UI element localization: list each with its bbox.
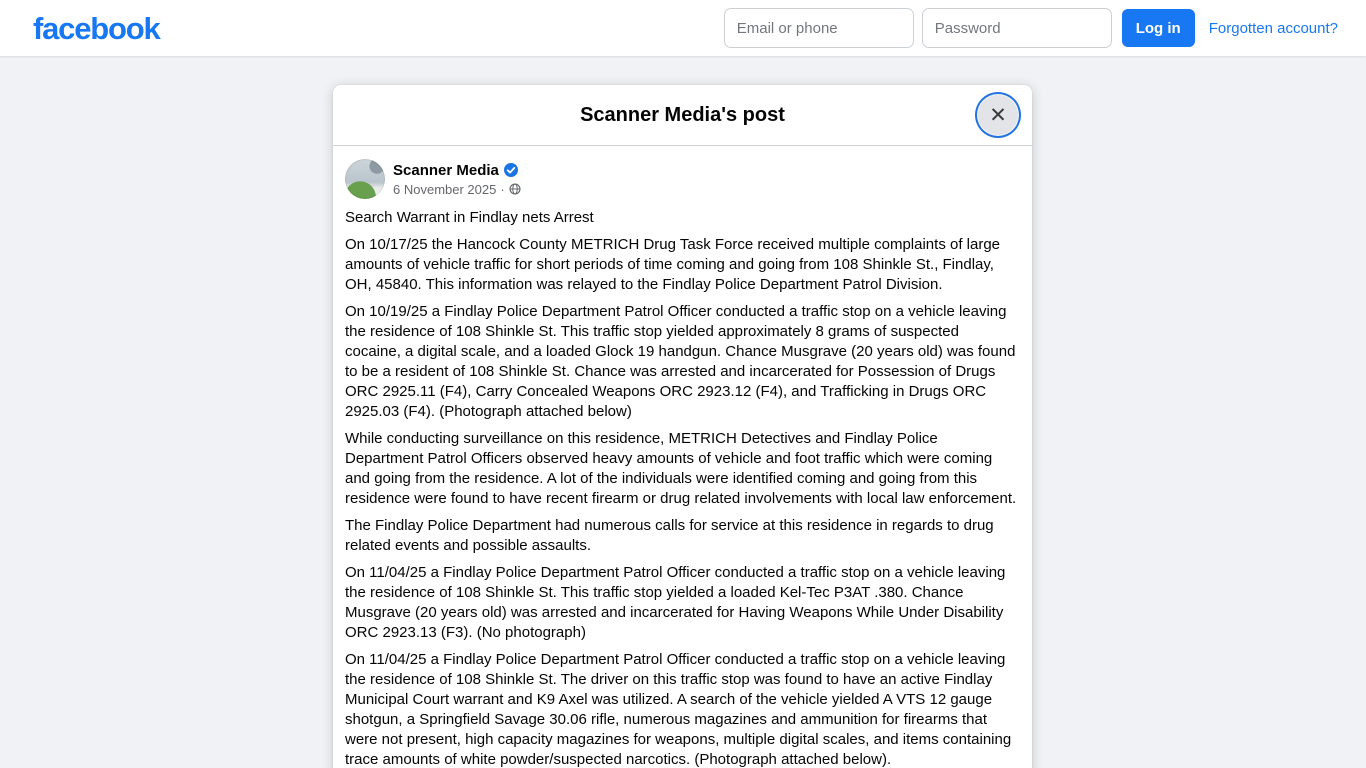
email-field[interactable] (724, 8, 914, 48)
password-field[interactable] (922, 8, 1112, 48)
post-author-header (345, 159, 1018, 199)
author-name[interactable]: Scanner Media (393, 161, 499, 179)
post-timestamp[interactable] (393, 182, 521, 197)
login-form (724, 8, 1338, 48)
post-paragraph: Search Warrant in Findlay nets Arrest (345, 209, 594, 226)
facebook-logo[interactable]: facebook (33, 10, 160, 46)
verified-badge-icon (504, 163, 518, 177)
post-paragraph: On 10/17/25 the Hancock County METRICH Drug Task Force received multiple complaints of large amounts of vehicle traffic for short periods of time coming and going from 108 Shinkle St., Findlay, OH, 45840. This information was relayed to the Findlay Police Department Patrol Division. (345, 236, 1001, 293)
dot-separator: · (500, 181, 505, 197)
author-meta-block (393, 162, 521, 197)
post-modal-header (333, 85, 1032, 146)
login-button[interactable]: Log in (1122, 9, 1195, 47)
post-paragraph: The Findlay Police Department had numerous calls for service at this residence in regards to drug related events and possible assaults. (345, 517, 994, 554)
post-paragraph: On 11/04/25 a Findlay Police Department Patrol Officer conducted a traffic stop on a vehicle leaving the residence of 108 Shinkle St. This traffic stop yielded a loaded Kel-Tec P3AT .380. Chance Musgrave (20 years old) was arrested and incarcerated for Having Weapons While Under Disability ORC 2923.13 (F3). (No photograph) (345, 564, 1006, 641)
top-navigation-bar (0, 0, 1366, 56)
close-icon: ✕ (989, 103, 1007, 127)
post-body-text (345, 208, 1018, 768)
post-date: 6 November 2025 (393, 181, 497, 197)
post-paragraph: On 11/04/25 a Findlay Police Department Patrol Officer conducted a traffic stop on a vehicle leaving the residence of 108 Shinkle St. The driver on this traffic stop was found to have an active Findlay Municipal Court warrant and K9 Axel was utilized. A search of the vehicle yielded A VTS 12 gauge shotgun, a Springfield Savage 30.06 rifle, numerous magazines and ammunition for firearms that were not present, high capacity magazines for weapons, multiple digital scales, and items containing trace amounts of white powder/suspected narcotics. (Photograph attached below). (345, 651, 1012, 768)
post-modal (333, 85, 1032, 768)
avatar[interactable] (345, 159, 385, 199)
post-paragraph: On 10/19/25 a Findlay Police Department Patrol Officer conducted a traffic stop on a vehicle leaving the residence of 108 Shinkle St. This traffic stop yielded approximately 8 grams of suspected cocaine, a digital scale, and a loaded Glock 19 handgun. Chance Musgrave (20 years old) was found to be a resident of 108 Shinkle St. Chance was arrested and incarcerated for Possession of Drugs ORC 2925.11 (F4), Carry Concealed Weapons ORC 2923.12 (F4), and Trafficking in Drugs ORC 2925.03 (F4). (Photograph attached below) (345, 303, 1016, 420)
post-content (333, 146, 1032, 768)
close-button[interactable] (978, 95, 1018, 135)
post-paragraph: While conducting surveillance on this residence, METRICH Detectives and Findlay Police Department Patrol Officers observed heavy amounts of vehicle and foot traffic which were coming and going from the residence. A lot of the individuals were identified coming and going from this residence were found to have recent firearm or drug related involvements with local law enforcement. (345, 430, 1017, 507)
forgotten-account-link[interactable]: Forgotten account? (1208, 19, 1338, 37)
post-modal-title: Scanner Media's post (580, 103, 785, 126)
globe-icon (509, 183, 521, 195)
